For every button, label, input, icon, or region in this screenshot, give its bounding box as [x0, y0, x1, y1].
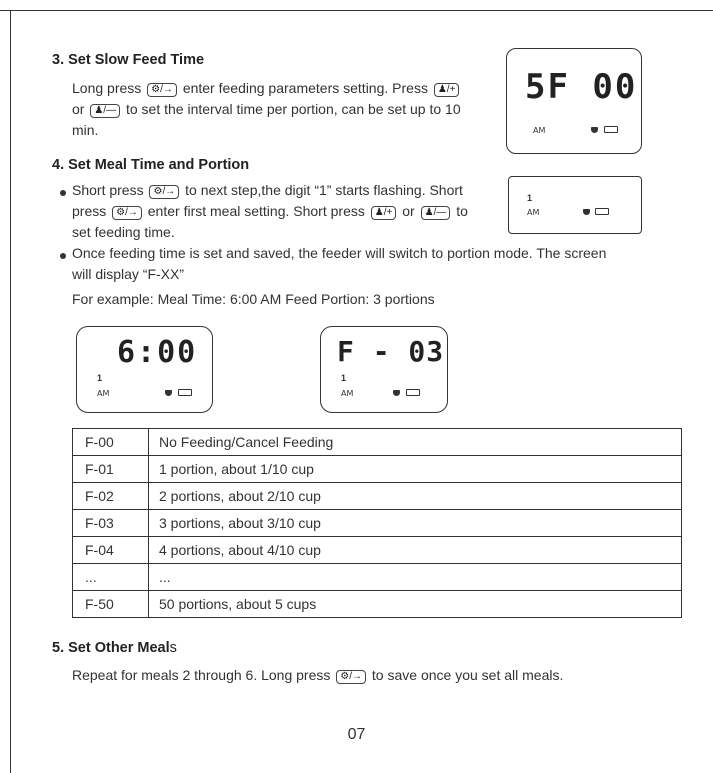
text: or	[72, 101, 85, 117]
text: enter feeding parameters setting. Press	[182, 80, 428, 96]
minus-key-icon: ♟/—	[90, 104, 120, 118]
bullet-icon	[60, 253, 66, 259]
set-key-icon: ⚙/→	[147, 83, 177, 97]
example-text: For example: Meal Time: 6:00 AM Feed Portion: 3 portions	[72, 291, 435, 307]
battery-icon	[595, 208, 609, 215]
plus-key-icon: ♟/+	[371, 206, 397, 220]
table-row	[73, 591, 682, 618]
table-cell-desc: No Feeding/Cancel Feeding	[149, 429, 682, 456]
set-key-icon: ⚙/→	[336, 670, 366, 684]
text: or	[402, 203, 415, 219]
page-border-left	[10, 10, 11, 773]
lcd-am-label: AM	[527, 208, 540, 217]
table-row	[73, 429, 682, 456]
set-key-icon: ⚙/→	[149, 185, 179, 199]
page-border-top	[0, 10, 713, 11]
table-cell-desc: 2 portions, about 2/10 cup	[149, 483, 682, 510]
table-cell-code: F-04	[73, 537, 149, 564]
text: to	[456, 203, 468, 219]
table-row	[73, 537, 682, 564]
lcd-meal-display	[508, 176, 642, 234]
lcd-meal-number: 1	[527, 193, 533, 203]
text: Long press	[72, 80, 142, 96]
bowl-icon	[393, 390, 400, 396]
table-cell-desc: 1 portion, about 1/10 cup	[149, 456, 682, 483]
table-cell-code: F-01	[73, 456, 149, 483]
table-row	[73, 564, 682, 591]
text: Short press	[72, 182, 144, 198]
bowl-icon	[165, 390, 172, 396]
text: to save once you set all meals.	[371, 667, 564, 683]
table-cell-code: F-03	[73, 510, 149, 537]
text: press	[72, 203, 107, 219]
lcd-slow-feed-display	[506, 48, 642, 154]
table-cell-desc: 4 portions, about 4/10 cup	[149, 537, 682, 564]
table-cell-desc: ...	[149, 564, 682, 591]
lcd-digits: F - 03	[337, 335, 445, 368]
lcd-am-label: AM	[533, 126, 546, 135]
table-cell-code: F-00	[73, 429, 149, 456]
lcd-am-label: AM	[341, 389, 354, 398]
section-4-bullet-2	[72, 243, 692, 285]
lcd-time-display	[76, 326, 213, 413]
section-4-heading: 4. Set Meal Time and Portion	[52, 157, 250, 173]
battery-icon	[406, 389, 420, 396]
minus-key-icon: ♟/—	[421, 206, 451, 220]
table-cell-desc: 50 portions, about 5 cups	[149, 591, 682, 618]
table-cell-code: ...	[73, 564, 149, 591]
text: will display “F-XX”	[72, 266, 185, 282]
table-cell-desc: 3 portions, about 3/10 cup	[149, 510, 682, 537]
plus-key-icon: ♟/+	[434, 83, 460, 97]
bullet-icon	[60, 190, 66, 196]
text: Repeat for meals 2 through 6. Long press	[72, 667, 331, 683]
section-3-heading: 3. Set Slow Feed Time	[52, 52, 205, 68]
battery-icon	[178, 389, 192, 396]
section-4-bullet-1	[72, 180, 512, 243]
text: to set the interval time per portion, can be set up to 10	[125, 101, 461, 117]
bowl-icon	[583, 209, 590, 215]
bowl-icon	[591, 127, 598, 133]
lcd-digits: 5F 00	[525, 67, 638, 107]
table-cell-code: F-02	[73, 483, 149, 510]
table-row	[73, 483, 682, 510]
lcd-am-label: AM	[97, 389, 110, 398]
lcd-digits: 6:00	[117, 335, 198, 370]
section-5-heading	[52, 640, 177, 656]
lcd-portion-display	[320, 326, 448, 413]
section-5-heading-bold: 5. Set Other Meal	[52, 640, 170, 656]
section-3-body	[72, 78, 512, 141]
portion-table	[72, 428, 682, 618]
table-row	[73, 456, 682, 483]
text: enter first meal setting. Short press	[147, 203, 365, 219]
text: min.	[72, 122, 99, 138]
text: to next step,the digit “1” starts flashing. Short	[185, 182, 463, 198]
battery-icon	[604, 126, 618, 133]
table-cell-code: F-50	[73, 591, 149, 618]
set-key-icon: ⚙/→	[112, 206, 142, 220]
section-5-body	[72, 665, 692, 686]
table-row	[73, 510, 682, 537]
page-number: 07	[347, 726, 366, 743]
text: set feeding time.	[72, 224, 175, 240]
lcd-meal-number: 1	[97, 373, 103, 383]
lcd-meal-number: 1	[341, 373, 347, 383]
text: Once feeding time is set and saved, the feeder will switch to portion mode. The screen	[72, 245, 607, 261]
section-5-heading-tail: s	[169, 640, 177, 656]
